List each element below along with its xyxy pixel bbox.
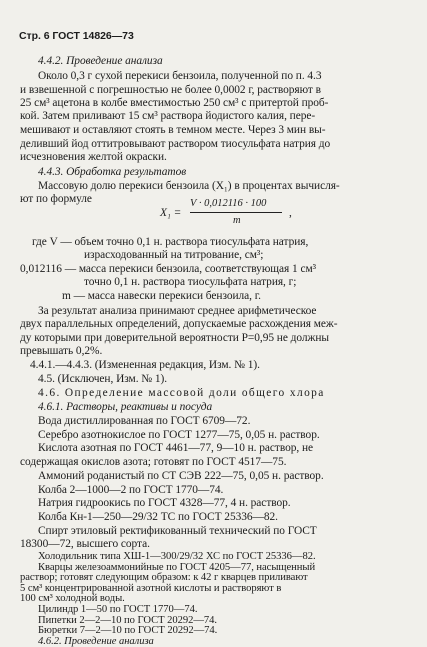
text-line: израсходованный на титрование, см³; [84,249,264,261]
text-line: где V — объем точно 0,1 н. раствора тиосульфата натрия, [32,236,309,248]
text-line: мешивают и оставляют стоять в темном месте. Через 3 мин вы- [20,124,326,136]
text-line: кой. Затем приливают 15 см³ раствора йодистого калия, пере- [20,110,316,122]
text-line: превышать 0,2%. [20,345,103,357]
text-line: Колба 2—1000—2 по ГОСТ 1770—74. [38,484,224,496]
amendment-note: 4.5. (Исключен, Изм. № 1). [38,373,168,385]
text-line: Массовую долю перекиси бензоила (X₁) в процентах вычисля- [38,180,340,192]
text-line: точно 0,1 н. раствора тиосульфата натрия, г; [84,276,297,288]
text-line: m — масса навески перекиси бензоила, г. [62,290,261,302]
formula-lhs: X₁ = [160,207,182,219]
text-line: Пипетки 2—2—10 по ГОСТ 20292—74. [38,614,217,626]
text-line: содержащая окислов азота; готовят по ГОСТ 4517—75. [20,456,287,468]
text-line: 18300—72, высшего сорта. [20,538,150,550]
text-line: Спирт этиловый ректификованный технический по ГОСТ [38,525,317,537]
text-line: 100 см³ холодной воды. [20,593,125,605]
section-heading: 4.6. Определение массовой доли общего хлора [38,387,325,399]
section-heading: 4.6.2. Проведение анализа [38,635,154,647]
text-line: деливший йод оттитровывают раствором тиосульфата натрия до [20,138,331,150]
text-line: Кварцы железоаммонийные по ГОСТ 4205—77, насыщенный [38,561,316,573]
text-line: Цилиндр 1—50 по ГОСТ 1770—74. [38,604,198,615]
text-line: ют по формуле [20,193,92,205]
formula-tail: , [289,207,292,219]
formula-denominator: m [233,215,241,226]
text-line: 0,012116 — масса перекиси бензоила, соответствующая 1 см³ [20,263,316,275]
text-line: двух параллельных определений, допускаемые расхождения меж- [20,318,338,330]
text-line: Холодильник типа ХШ-1—300/29/32 ХС по ГОСТ 25336—82. [38,551,316,562]
text-line: 5 см³ концентрированной азотной кислоты и растворяют в [20,582,282,594]
text-line: Около 0,3 г сухой перекиси бензоила, полученной по п. 4.3 [38,70,322,82]
text-line: исчезновения желтой окраски. [20,151,167,163]
text-line: Бюретки 7—2—10 по ГОСТ 20292—74. [38,625,218,637]
amendment-note: 4.4.1.—4.4.3. (Измененная редакция, Изм. № 1). [30,359,260,371]
text-line: Вода дистиллированная по ГОСТ 6709—72. [38,415,251,427]
text-line: Аммоний роданистый по СТ СЭВ 222—75, 0,05 н. раствор. [38,470,324,482]
section-heading: 4.4.2. Проведение анализа [38,55,163,67]
formula-numerator: V · 0,012116 · 100 [190,198,267,209]
text-line: и взвешенной с погрешностью не более 0,0002 г, растворяют в [20,84,321,96]
fraction-bar [190,212,282,213]
text-line: 25 см³ ацетона в колбе вместимостью 250 см³ с притертой проб- [20,97,329,109]
text-line: Натрия гидроокись по ГОСТ 4328—77, 4 н. раствор. [38,497,291,509]
section-heading: 4.4.3. Обработка результатов [38,166,187,178]
text-line: раствор; готовят следующим образом: к 42 г кварцев приливают [20,572,308,584]
section-heading: 4.6.1. Растворы, реактивы и посуда [38,401,213,413]
text-line: Колба Кн-1—250—29/32 ТС по ГОСТ 25336—82. [38,511,278,523]
page-header: Стр. 6 ГОСТ 14826—73 [19,30,134,42]
text-line: Кислота азотная по ГОСТ 4461—77, 9—10 н. раствор, не [38,442,314,454]
text-line: За результат анализа принимают среднее арифметическое [38,305,317,317]
text-line: ду которыми при доверительной вероятности P=0,95 не должны [20,332,329,344]
text-line: Серебро азотнокислое по ГОСТ 1277—75, 0,05 н. раствор. [38,429,320,441]
